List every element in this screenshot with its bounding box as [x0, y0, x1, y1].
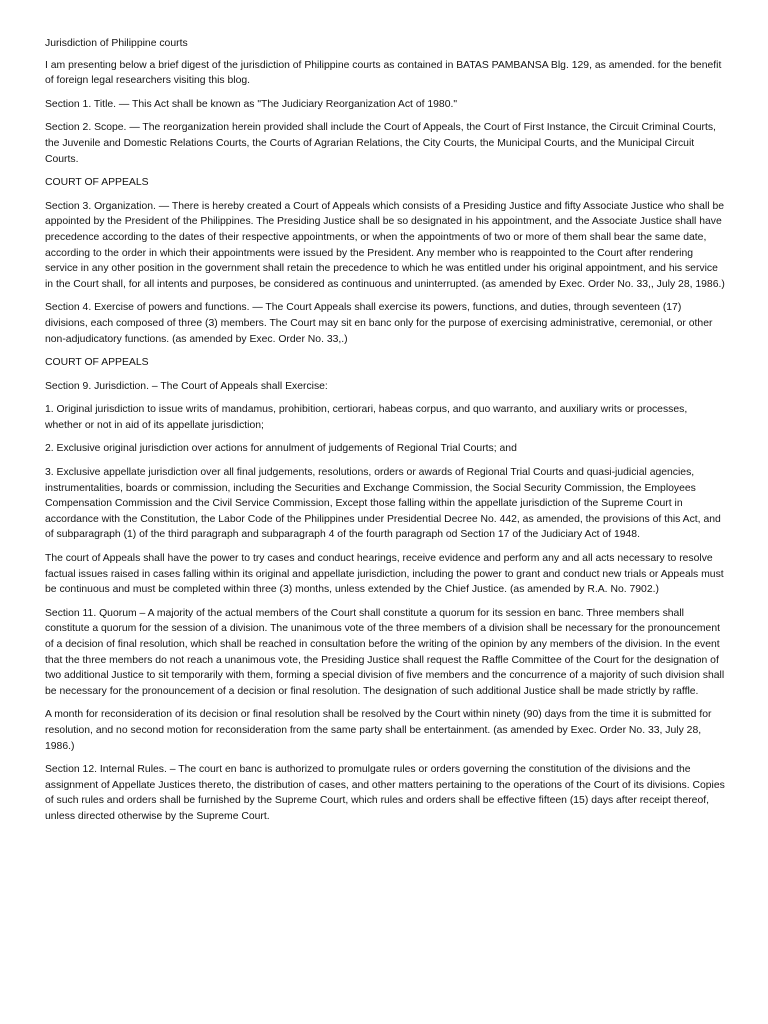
- section-3-paragraph: Section 3. Organization. — There is hereby created a Court of Appeals which consists of a Presiding Justice and fifty Associate Justice who shall be appointed by the President of the Philippines. The Presiding Justice shall be so designated in his appointment, and the Associate Justice shall have precedence according to the dates of their respective appointments, or when the appointments of two or more of them shall bear the same date, according to the order in which their appointments were issued by the President. Any member who is reappointed to the Court after rendering service in any other position in the government shall retain the precedence to which he was entitled under his original appointment, and his service in the Court shall, for all intents and purposes, be considered as continuous and uninterrupted. (as amended by Exec. Order No. 33,, July 28, 1986.): [45, 200, 725, 290]
- document-body: [45, 36, 725, 833]
- section-2-paragraph: Section 2. Scope. — The reorganization herein provided shall include the Court of Appeals, the Court of First Instance, the Circuit Criminal Courts, the Juvenile and Domestic Relations Courts, the Courts of Agrarian Relations, the City Courts, the Municipal Courts, and the Municipal Circuit Courts.: [45, 122, 716, 165]
- intro-paragraph: I am presenting below a brief digest of the jurisdiction of Philippine courts as contained in BATAS PAMBANSA Blg. 129, as amended. for the benefit of foreign legal researchers visiting this blog.: [45, 59, 722, 87]
- jurisdiction-item-1: 1. Original jurisdiction to issue writs of mandamus, prohibition, certiorari, habeas corpus, and quo warranto, and auxiliary writs or processes, whether or not in aid of its appellate jurisdiction;: [45, 404, 688, 431]
- document-title: Jurisdiction of Philippine courts: [45, 38, 188, 49]
- section-1-paragraph: Section 1. Title. — This Act shall be known as "The Judiciary Reorganization Act of 1980.": [45, 98, 458, 110]
- section-4-paragraph: Section 4. Exercise of powers and functions. — The Court Appeals shall exercise its powers, functions, and duties, through seventeen (17) divisions, each composed of three (3) members. The Court may sit en banc only for the purpose of exercising administrative, ceremonial, or other non-adjudicatory functions. (as amended by Exec. Order No. 33,.): [45, 302, 713, 345]
- section-12-paragraph: Section 12. Internal Rules. – The court en banc is authorized to promulgate rules or orders governing the constitution of the divisions and the assignment of Appellate Justices thereto, the distribution of cases, and other matters pertaining to the operations of the Court of its divisions. Copies of such rules and orders shall be furnished by the Supreme Court, which rules and orders shall be effective fifteen (15) days after receipt thereof, unless directed otherwise by the Supreme Court.: [45, 764, 725, 822]
- section-9-paragraph: Section 9. Jurisdiction. – The Court of Appeals shall Exercise:: [45, 380, 328, 392]
- section-heading-court-of-appeals: COURT OF APPEALS: [45, 177, 149, 189]
- section-heading-court-of-appeals-2: COURT OF APPEALS: [45, 357, 149, 369]
- reconsideration-paragraph: A month for reconsideration of its decision or final resolution shall be resolved by the Court within ninety (90) days from the time it is submitted for resolution, and no second motion for reconsideration from the same party shall be entertainment. (as amended by Exec. Order No. 33, July 28, 1986.): [45, 709, 712, 752]
- jurisdiction-item-3: 3. Exclusive appellate jurisdiction over all final judgements, resolutions, orders or awards of Regional Trial Courts and quasi-judicial agencies, instrumentalities, boards or commission, including the Securities and Exchange Commission, the Social Security Commission, the Employees Compensation Commission and the Civil Service Commission, Except those falling within the appellate jurisdiction of the Supreme Court in accordance with the Constitution, the Labor Code of the Philippines under Presidential Decree No. 442, as amended, the provisions of this Act, and of subparagraph (1) of the third paragraph and subparagraph 4 of the fourth paragraph od Section 17 of the Judiciary Act of 1948.: [45, 467, 721, 541]
- jurisdiction-item-2: 2. Exclusive original jurisdiction over actions for annulment of judgements of Regional Trial Courts; and: [45, 443, 517, 455]
- section-11-paragraph: Section 11. Quorum – A majority of the actual members of the Court shall constitute a quorum for its session en banc. Three members shall constitute a quorum for the session of a division. The unanimous vote of the three members of a division shall be necessary for the pronouncement of a decision of final resolution, which shall be reached in consultation before the writing of the opinion by any members of the division. In the event that the three members do not reach a unanimous vote, the Presiding Justice shall request the Raffle Committee of the Court for the designation of two additional Justice to sit temporarily with them, forming a special division of five members and the concurrence of a majority of such division shall be necessary for the pronouncement of a decision or final resolution. The designation of such additional Justice shall be made strictly by raffle.: [45, 607, 725, 697]
- court-powers-paragraph: The court of Appeals shall have the power to try cases and conduct hearings, receive evidence and perform any and all acts necessary to resolve factual issues raised in cases falling within its original and appellate jurisdiction, including the power to grant and conduct new trials or Appeals must be continuous and must be completed within three (3) months, unless extended by the Chief Justice. (as amended by R.A. No. 7902.): [45, 553, 724, 596]
